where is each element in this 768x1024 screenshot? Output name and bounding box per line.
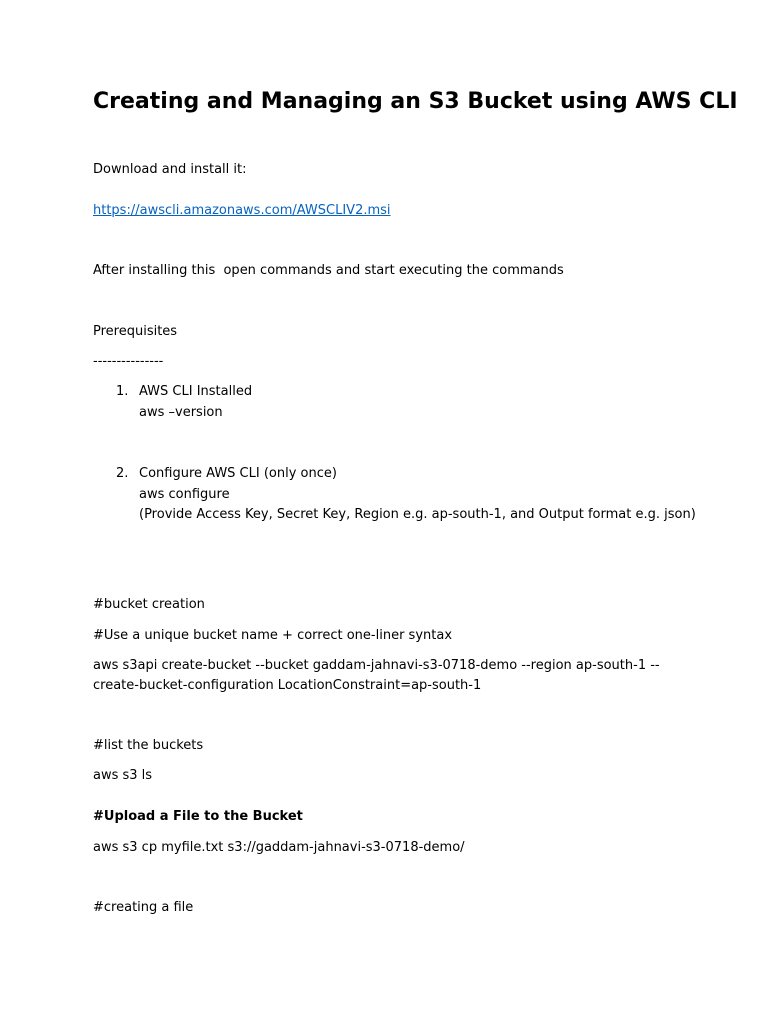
create-bucket-command: aws s3api create-bucket --bucket gaddam-jahnavi-s3-0718-demo --region ap-south-1 -- — [93, 658, 660, 673]
bucket-creation-comment: #bucket creation — [93, 597, 205, 612]
list-buckets-command: aws s3 ls — [93, 768, 153, 783]
after-install-text: After installing this open commands and start executing the commands — [93, 263, 564, 278]
list-item-line: (Provide Access Key, Secret Key, Region e.g. ap-south-1, and Output format e.g. json) — [139, 507, 696, 522]
create-bucket-command-cont: create-bucket-configuration LocationConstraint=ap-south-1 — [93, 678, 482, 693]
document-title: Creating and Managing an S3 Bucket using AWS CLI — [93, 89, 738, 114]
creating-file-comment: #creating a file — [93, 900, 194, 915]
download-instruction: Download and install it: — [93, 162, 247, 177]
list-item-line: aws –version — [139, 405, 223, 420]
list-item-line: AWS CLI Installed — [139, 384, 253, 399]
list-item-number: 1. — [116, 384, 129, 399]
upload-file-heading: #Upload a File to the Bucket — [93, 809, 303, 824]
prerequisites-heading: Prerequisites — [93, 324, 178, 339]
list-item-number: 2. — [116, 466, 129, 481]
divider-text: --------------- — [93, 354, 164, 369]
unique-name-comment: #Use a unique bucket name + correct one-liner syntax — [93, 628, 453, 643]
list-item-line: aws configure — [139, 487, 230, 502]
list-buckets-comment: #list the buckets — [93, 738, 204, 753]
upload-file-command: aws s3 cp myfile.txt s3://gaddam-jahnavi-s3-0718-demo/ — [93, 840, 465, 855]
list-item-line: Configure AWS CLI (only once) — [139, 466, 337, 481]
download-link[interactable]: https://awscli.amazonaws.com/AWSCLIV2.msi — [93, 203, 391, 218]
